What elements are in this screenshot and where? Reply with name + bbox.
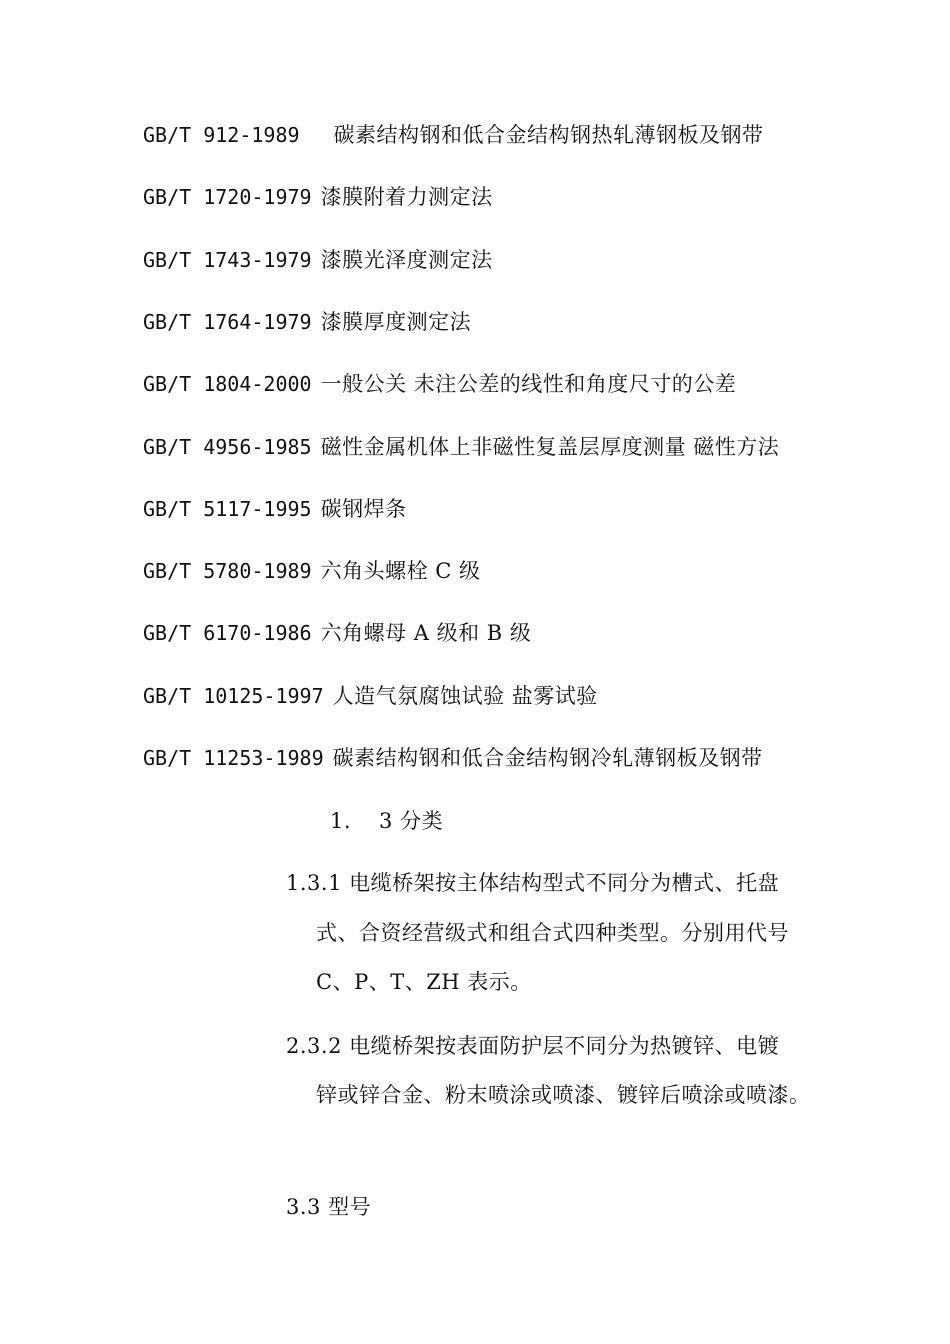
standard-item xyxy=(143,369,736,399)
standard-title: 碳素结构钢和低合金结构钢热轧薄钢板及钢带 xyxy=(333,123,764,147)
standard-item xyxy=(143,120,764,150)
standard-title: 碳钢焊条 xyxy=(320,497,407,521)
standard-code: GB/T 5780-1989 xyxy=(143,559,312,583)
standard-item xyxy=(143,307,471,337)
standard-item xyxy=(143,432,779,462)
section-title: 3 分类 xyxy=(379,809,444,833)
standard-code: GB/T 11253-1989 xyxy=(143,746,324,770)
section-number: 1. xyxy=(330,809,352,833)
standard-code: GB/T 912-1989 xyxy=(143,123,300,147)
standard-title: 人造气氛腐蚀试验 盐雾试验 xyxy=(332,684,598,708)
standard-title: 漆膜附着力测定法 xyxy=(320,185,493,209)
section-heading xyxy=(330,806,443,836)
standard-code: GB/T 10125-1997 xyxy=(143,684,324,708)
standard-code: GB/T 1804-2000 xyxy=(143,372,312,396)
standard-code: GB/T 5117-1995 xyxy=(143,497,312,521)
clause-line: 式、合资经营级式和组合式四种类型。分别用代号 xyxy=(316,921,789,945)
clause-line: 1.3.1 电缆桥架按主体结构型式不同分为槽式、托盘 xyxy=(286,871,780,895)
standard-code: GB/T 1743-1979 xyxy=(143,248,312,272)
standard-item xyxy=(143,494,407,524)
standard-item xyxy=(143,681,598,711)
standard-item xyxy=(143,743,763,773)
standard-title: 六角头螺栓 C 级 xyxy=(320,559,481,583)
standard-title: 漆膜厚度测定法 xyxy=(320,310,472,334)
standard-item xyxy=(143,556,481,586)
standard-item xyxy=(143,182,493,212)
standard-code: GB/T 1720-1979 xyxy=(143,185,312,209)
clause-line: 2.3.2 电缆桥架按表面防护层不同分为热镀锌、电镀 xyxy=(286,1034,780,1058)
standard-title: 六角螺母 A 级和 B 级 xyxy=(320,621,532,645)
standard-title: 碳素结构钢和低合金结构钢冷轧薄钢板及钢带 xyxy=(332,746,763,770)
standard-item xyxy=(143,245,493,275)
standard-code: GB/T 6170-1986 xyxy=(143,621,312,645)
standard-title: 一般公关 未注公差的线性和角度尺寸的公差 xyxy=(320,372,737,396)
section-heading: 3.3 型号 xyxy=(286,1195,372,1219)
standard-code: GB/T 4956-1985 xyxy=(143,435,312,459)
clause-line: C、P、T、ZH 表示。 xyxy=(316,970,532,994)
standard-title: 漆膜光泽度测定法 xyxy=(320,248,493,272)
clause-line: 锌或锌合金、粉末喷涂或喷漆、镀锌后喷涂或喷漆。 xyxy=(316,1083,811,1107)
standard-code: GB/T 1764-1979 xyxy=(143,310,312,334)
standard-title: 磁性金属机体上非磁性复盖层厚度测量 磁性方法 xyxy=(320,435,780,459)
standard-item xyxy=(143,618,531,648)
